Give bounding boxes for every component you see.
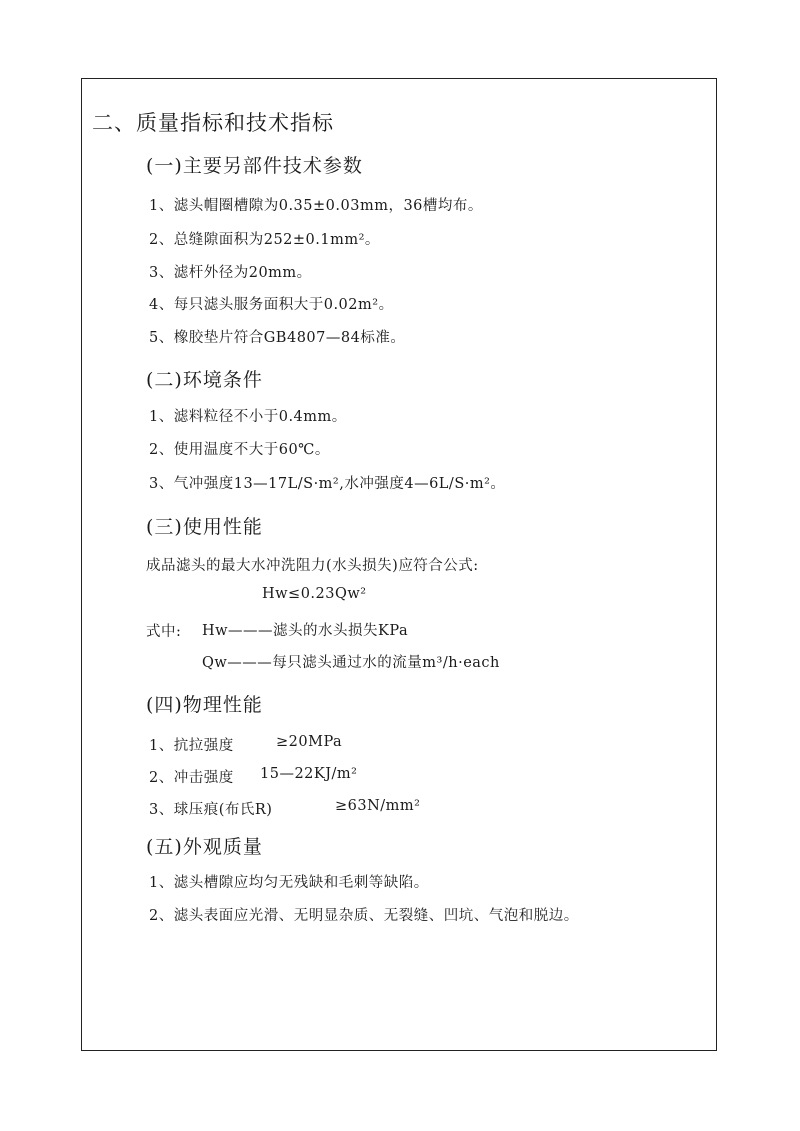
section-1-item-1: 1、滤头帽圈槽隙为0.35±0.03mm，36槽均布。: [149, 198, 483, 214]
section-4-value-2: 15—22KJ/m²: [260, 766, 358, 782]
performance-intro: 成品滤头的最大水冲洗阻力(水头损失)应符合公式:: [146, 558, 479, 574]
section-heading-5: (五)外观质量: [146, 836, 263, 858]
formula-where-qw: Qw———每只滤头通过水的流量m³/h·each: [202, 655, 500, 671]
head-loss-formula: Hw≤0.23Qw²: [262, 586, 367, 602]
section-4-item-1: 1、抗拉强度: [149, 738, 234, 754]
formula-where-hw: Hw———滤头的水头损失KPa: [202, 623, 409, 639]
section-heading-4: (四)物理性能: [146, 694, 263, 716]
section-4-item-2: 2、冲击强度: [149, 770, 234, 786]
section-4-value-3: ≥63N/mm²: [335, 798, 421, 814]
page-title: 二、质量指标和技术指标: [92, 111, 334, 135]
section-heading-1: (一)主要另部件技术参数: [146, 155, 363, 177]
section-5-item-1: 1、滤头槽隙应均匀无残缺和毛刺等缺陷。: [149, 875, 429, 891]
section-1-item-2: 2、总缝隙面积为252±0.1mm²。: [149, 232, 380, 248]
section-5-item-2: 2、滤头表面应光滑、无明显杂质、无裂缝、凹坑、气泡和脱边。: [149, 908, 579, 924]
section-2-item-1: 1、滤料粒径不小于0.4mm。: [149, 409, 347, 425]
section-2-item-2: 2、使用温度不大于60℃。: [149, 442, 330, 458]
formula-where-label: 式中:: [146, 624, 182, 640]
section-1-item-4: 4、每只滤头服务面积大于0.02m²。: [149, 297, 394, 313]
section-1-item-5: 5、橡胶垫片符合GB4807—84标准。: [149, 330, 406, 346]
section-1-item-3: 3、滤杆外径为20mm。: [149, 265, 312, 281]
section-heading-3: (三)使用性能: [146, 516, 263, 538]
section-heading-2: (二)环境条件: [146, 369, 263, 391]
section-4-item-3: 3、球压痕(布氏R): [149, 802, 273, 818]
section-4-value-1: ≥20MPa: [276, 734, 343, 750]
section-2-item-3: 3、气冲强度13—17L/S·m²,水冲强度4—6L/S·m²。: [149, 476, 506, 492]
